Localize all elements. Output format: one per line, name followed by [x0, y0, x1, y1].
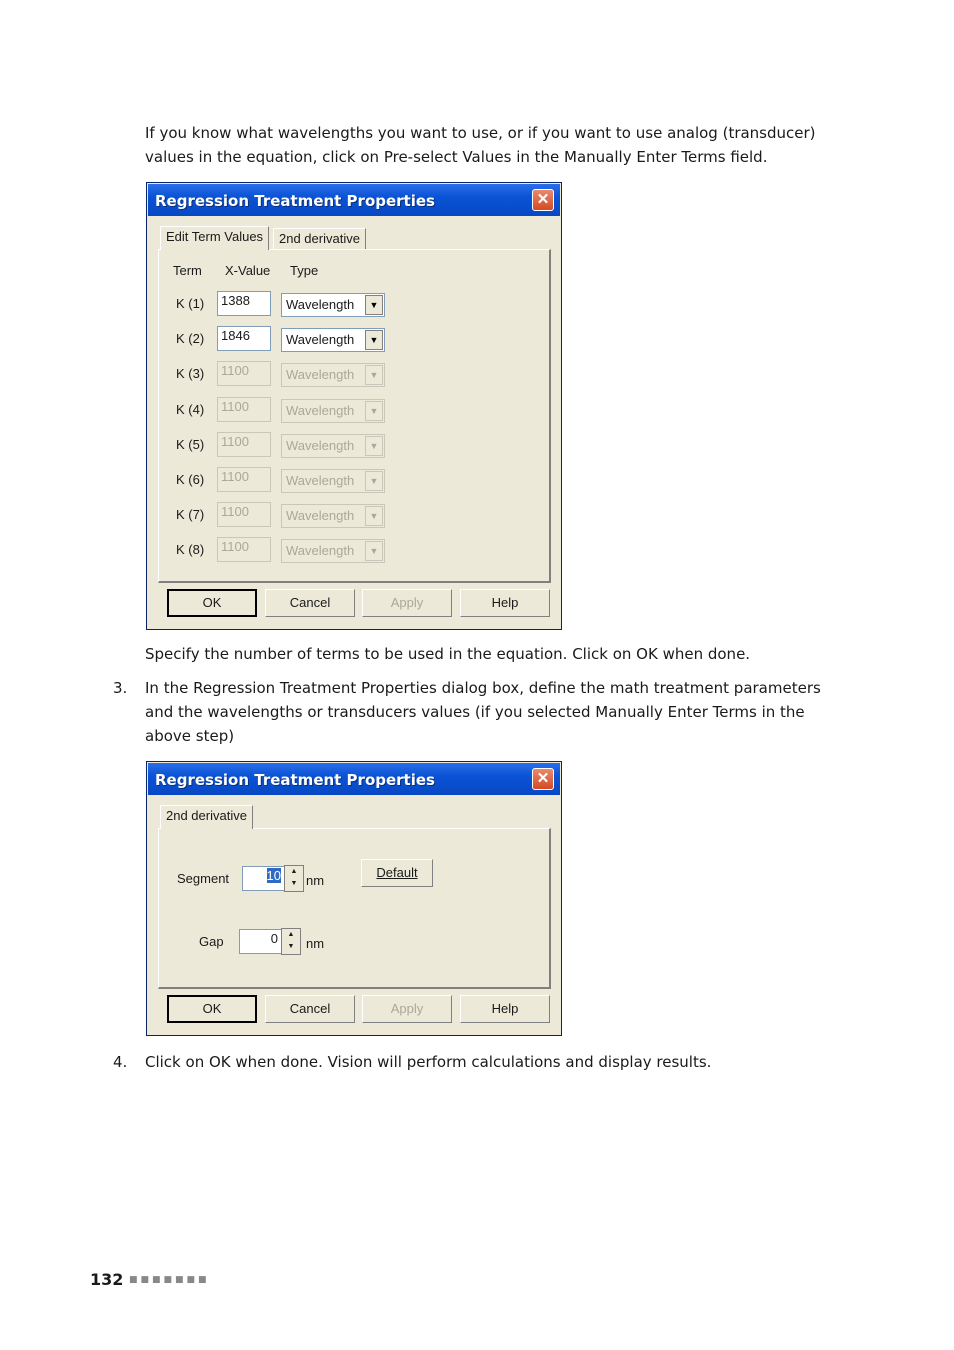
help-button[interactable]: Help — [460, 589, 550, 617]
x-value-input[interactable]: 1100 — [217, 467, 271, 492]
intro-paragraph: If you know what wavelengths you want to use, or if you want to use analog (transducer) values in the equation, click on Pre-select Values in the Manually Enter Terms field. — [145, 124, 816, 166]
term-label: K (1) — [176, 296, 205, 311]
regression-dialog-derivative — [146, 761, 562, 1036]
term-label: K (5) — [176, 436, 205, 452]
type-select-value: Wavelength — [286, 297, 355, 312]
type-select-value: Wavelength — [286, 367, 355, 383]
gap-value: 0 — [270, 931, 278, 946]
cancel-button[interactable]: Cancel — [265, 995, 355, 1023]
type-select[interactable] — [281, 434, 385, 458]
term-label: K (8) — [176, 542, 205, 558]
chevron-down-icon[interactable]: ▼ — [365, 330, 383, 350]
chevron-down-icon[interactable]: ▼ — [365, 295, 383, 315]
segment-spinner[interactable]: ▲ ▼ — [284, 865, 304, 892]
close-icon[interactable]: ✕ — [532, 768, 554, 790]
tab-edit-term-values[interactable]: Edit Term Values — [160, 226, 269, 250]
x-value-input[interactable]: 1388 — [217, 291, 271, 316]
page-number: 132 — [90, 1270, 124, 1289]
term-label: K (2) — [176, 331, 205, 347]
header-term: Term — [173, 263, 202, 278]
tab-panel — [158, 828, 551, 989]
default-button[interactable] — [361, 859, 433, 887]
type-select-value: Wavelength — [286, 473, 355, 488]
page-dots: ■■■■■■■ — [129, 1275, 210, 1285]
header-type: Type — [290, 263, 319, 278]
ok-button[interactable]: OK — [167, 995, 257, 1023]
chevron-down-icon[interactable]: ▼ — [365, 471, 383, 491]
type-select-value: Wavelength — [286, 402, 355, 418]
default-button-label: Default — [376, 865, 418, 880]
cancel-button[interactable]: Cancel — [265, 589, 355, 617]
chevron-down-icon[interactable]: ▼ — [365, 436, 383, 456]
ok-button[interactable]: OK — [167, 589, 257, 617]
step-4-number: 4. — [113, 1053, 128, 1071]
x-value-input[interactable]: 1100 — [217, 397, 271, 422]
type-select[interactable] — [281, 469, 385, 493]
gap-label: Gap — [199, 934, 224, 949]
term-label: K (4) — [176, 401, 205, 417]
tab-2nd-derivative[interactable]: 2nd derivative — [273, 228, 366, 250]
x-value-input[interactable]: 1100 — [217, 502, 271, 527]
close-icon[interactable]: ✕ — [532, 189, 554, 211]
header-x-value: X-Value — [225, 263, 271, 278]
x-value-input[interactable]: 1100 — [217, 432, 271, 457]
step-4-text: Click on OK when done. Vision will perform calculations and display results. — [145, 1053, 712, 1071]
chevron-down-icon[interactable]: ▼ — [365, 506, 383, 526]
x-value-input[interactable]: 1100 — [217, 537, 271, 562]
help-button[interactable]: Help — [460, 995, 550, 1023]
chevron-down-icon[interactable]: ▼ — [365, 541, 383, 561]
apply-button[interactable]: Apply — [362, 995, 452, 1023]
x-value-input[interactable]: 1846 — [217, 326, 271, 351]
term-label: K (3) — [176, 366, 205, 382]
dialog-title: Regression Treatment Properties — [155, 192, 435, 210]
segment-value: 10 — [266, 868, 281, 883]
regression-dialog-terms — [146, 182, 562, 630]
dialog-title: Regression Treatment Properties — [155, 771, 435, 789]
type-select[interactable] — [281, 539, 385, 563]
after-dialog-paragraph: Specify the number of terms to be used in the equation. Click on OK when done. — [145, 645, 751, 663]
segment-label: Segment — [177, 871, 230, 886]
type-select-value: Wavelength — [286, 437, 355, 453]
chevron-down-icon[interactable]: ▼ — [365, 365, 383, 385]
dialog-titlebar — [148, 184, 560, 216]
term-label: K (6) — [176, 472, 205, 487]
x-value-input[interactable]: 1100 — [217, 361, 271, 386]
step-3-text: In the Regression Treatment Properties dialog box, define the math treatment parameters and the wavelengths or transducers values (if you selected Manually Enter Terms in the above step) — [145, 679, 821, 745]
chevron-down-icon[interactable]: ▼ — [365, 401, 383, 421]
step-3-number: 3. — [113, 679, 128, 697]
segment-input[interactable] — [242, 866, 285, 891]
type-select[interactable] — [281, 399, 385, 423]
type-select-value: Wavelength — [286, 332, 355, 348]
type-select-value: Wavelength — [286, 543, 355, 559]
type-select[interactable] — [281, 293, 385, 317]
dialog-titlebar — [148, 763, 560, 795]
type-select-value: Wavelength — [286, 508, 355, 524]
type-select[interactable] — [281, 328, 385, 352]
type-select[interactable] — [281, 504, 385, 528]
tab-2nd-derivative[interactable]: 2nd derivative — [160, 805, 253, 829]
gap-spinner[interactable]: ▲ ▼ — [281, 928, 301, 955]
gap-input[interactable] — [239, 929, 282, 954]
term-label: K (7) — [176, 507, 205, 523]
gap-unit: nm — [306, 936, 325, 951]
apply-button[interactable]: Apply — [362, 589, 452, 617]
segment-unit: nm — [306, 873, 325, 888]
type-select[interactable] — [281, 363, 385, 387]
